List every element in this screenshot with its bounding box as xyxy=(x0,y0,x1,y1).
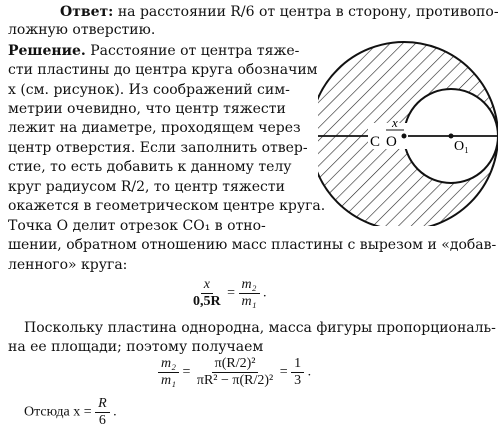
formula1-frac-right xyxy=(239,277,260,310)
plate-figure xyxy=(318,26,498,226)
formula1-frac-left xyxy=(190,277,224,310)
point-O1 xyxy=(449,134,454,139)
solution-line-2: сти пластины до центра круга обозначим xyxy=(8,62,318,78)
solution-line-3: x (см. рисунок). Из соображений сим- xyxy=(8,82,290,98)
formula2-eq1: = xyxy=(182,364,191,380)
conclusion xyxy=(24,396,117,429)
answer-label: Ответ: xyxy=(60,4,114,20)
answer-text: на расстоянии R/6 от центра в сторону, противопо- xyxy=(117,4,499,20)
conclusion-text: Отсюда x = xyxy=(24,404,92,420)
formula2-den-mid: πR² − π(R/2)² xyxy=(196,373,274,388)
conclusion-den: 6 xyxy=(98,413,106,428)
formula-2 xyxy=(158,356,311,389)
solution-text-0: Расстояние от центра тяже- xyxy=(90,43,300,59)
answer-line-1 xyxy=(60,3,499,21)
solution-line-10: Точка O делит отрезок CO₁ в отно- xyxy=(8,218,266,234)
para2-line-1: Поскольку пластина однородна, масса фигуры пропорциональ- xyxy=(24,320,496,336)
formula1-num-right: m₂ xyxy=(239,277,260,294)
solution-line-8: круг радиусом R/2, то центр тяжести xyxy=(8,179,285,195)
point-O xyxy=(402,134,407,139)
solution-line-9: окажется в геометрическом центре круга. xyxy=(8,198,326,214)
solution-line-7: стие, то есть добавить к данному телу xyxy=(8,159,292,175)
formula1-end: . xyxy=(263,285,267,301)
label-O: O xyxy=(386,134,397,150)
formula2-end: . xyxy=(307,364,312,380)
conclusion-frac xyxy=(95,396,110,429)
formula1-den-right: m₁ xyxy=(241,294,257,309)
solution-line-12: ленного» круга: xyxy=(8,257,128,273)
formula2-num-mid: π(R/2)² xyxy=(212,356,259,373)
solution-line-6: центр отверстия. Если заполнить отвер- xyxy=(8,140,308,156)
conclusion-end: . xyxy=(113,404,117,420)
answer-line-2: ложную отверстию. xyxy=(8,22,156,38)
solution-line-5: лежит на диаметре, проходящем через xyxy=(8,120,301,136)
formula2-frac-left xyxy=(158,356,179,389)
solution-line-11: шении, обратном отношению масс пластины с вырезом и «добав- xyxy=(8,237,497,253)
formula2-eq2: = xyxy=(279,364,288,380)
solution-line-4: метрии очевидно, что центр тяжести xyxy=(8,101,286,117)
label-x: x xyxy=(392,115,398,130)
formula1-den-left: 0,5R xyxy=(193,294,221,309)
formula-1 xyxy=(190,277,267,310)
formula2-frac-mid xyxy=(194,356,276,389)
formula2-frac-right xyxy=(291,356,304,389)
solution-line-1 xyxy=(8,42,299,60)
label-O1: O₁ xyxy=(454,139,469,154)
formula2-den-left: m₁ xyxy=(161,373,176,388)
formula1-eq: = xyxy=(227,285,236,301)
solution-label: Решение. xyxy=(8,43,86,59)
para2-line-2: на ее площади; поэтому получаем xyxy=(8,339,264,355)
formula1-num-left: x xyxy=(201,277,213,294)
formula2-num-right: 1 xyxy=(291,356,304,373)
conclusion-num: R xyxy=(95,396,110,413)
label-C: C xyxy=(370,134,381,150)
formula2-num-left: m₂ xyxy=(158,356,179,373)
formula2-den-right: 3 xyxy=(294,373,302,388)
